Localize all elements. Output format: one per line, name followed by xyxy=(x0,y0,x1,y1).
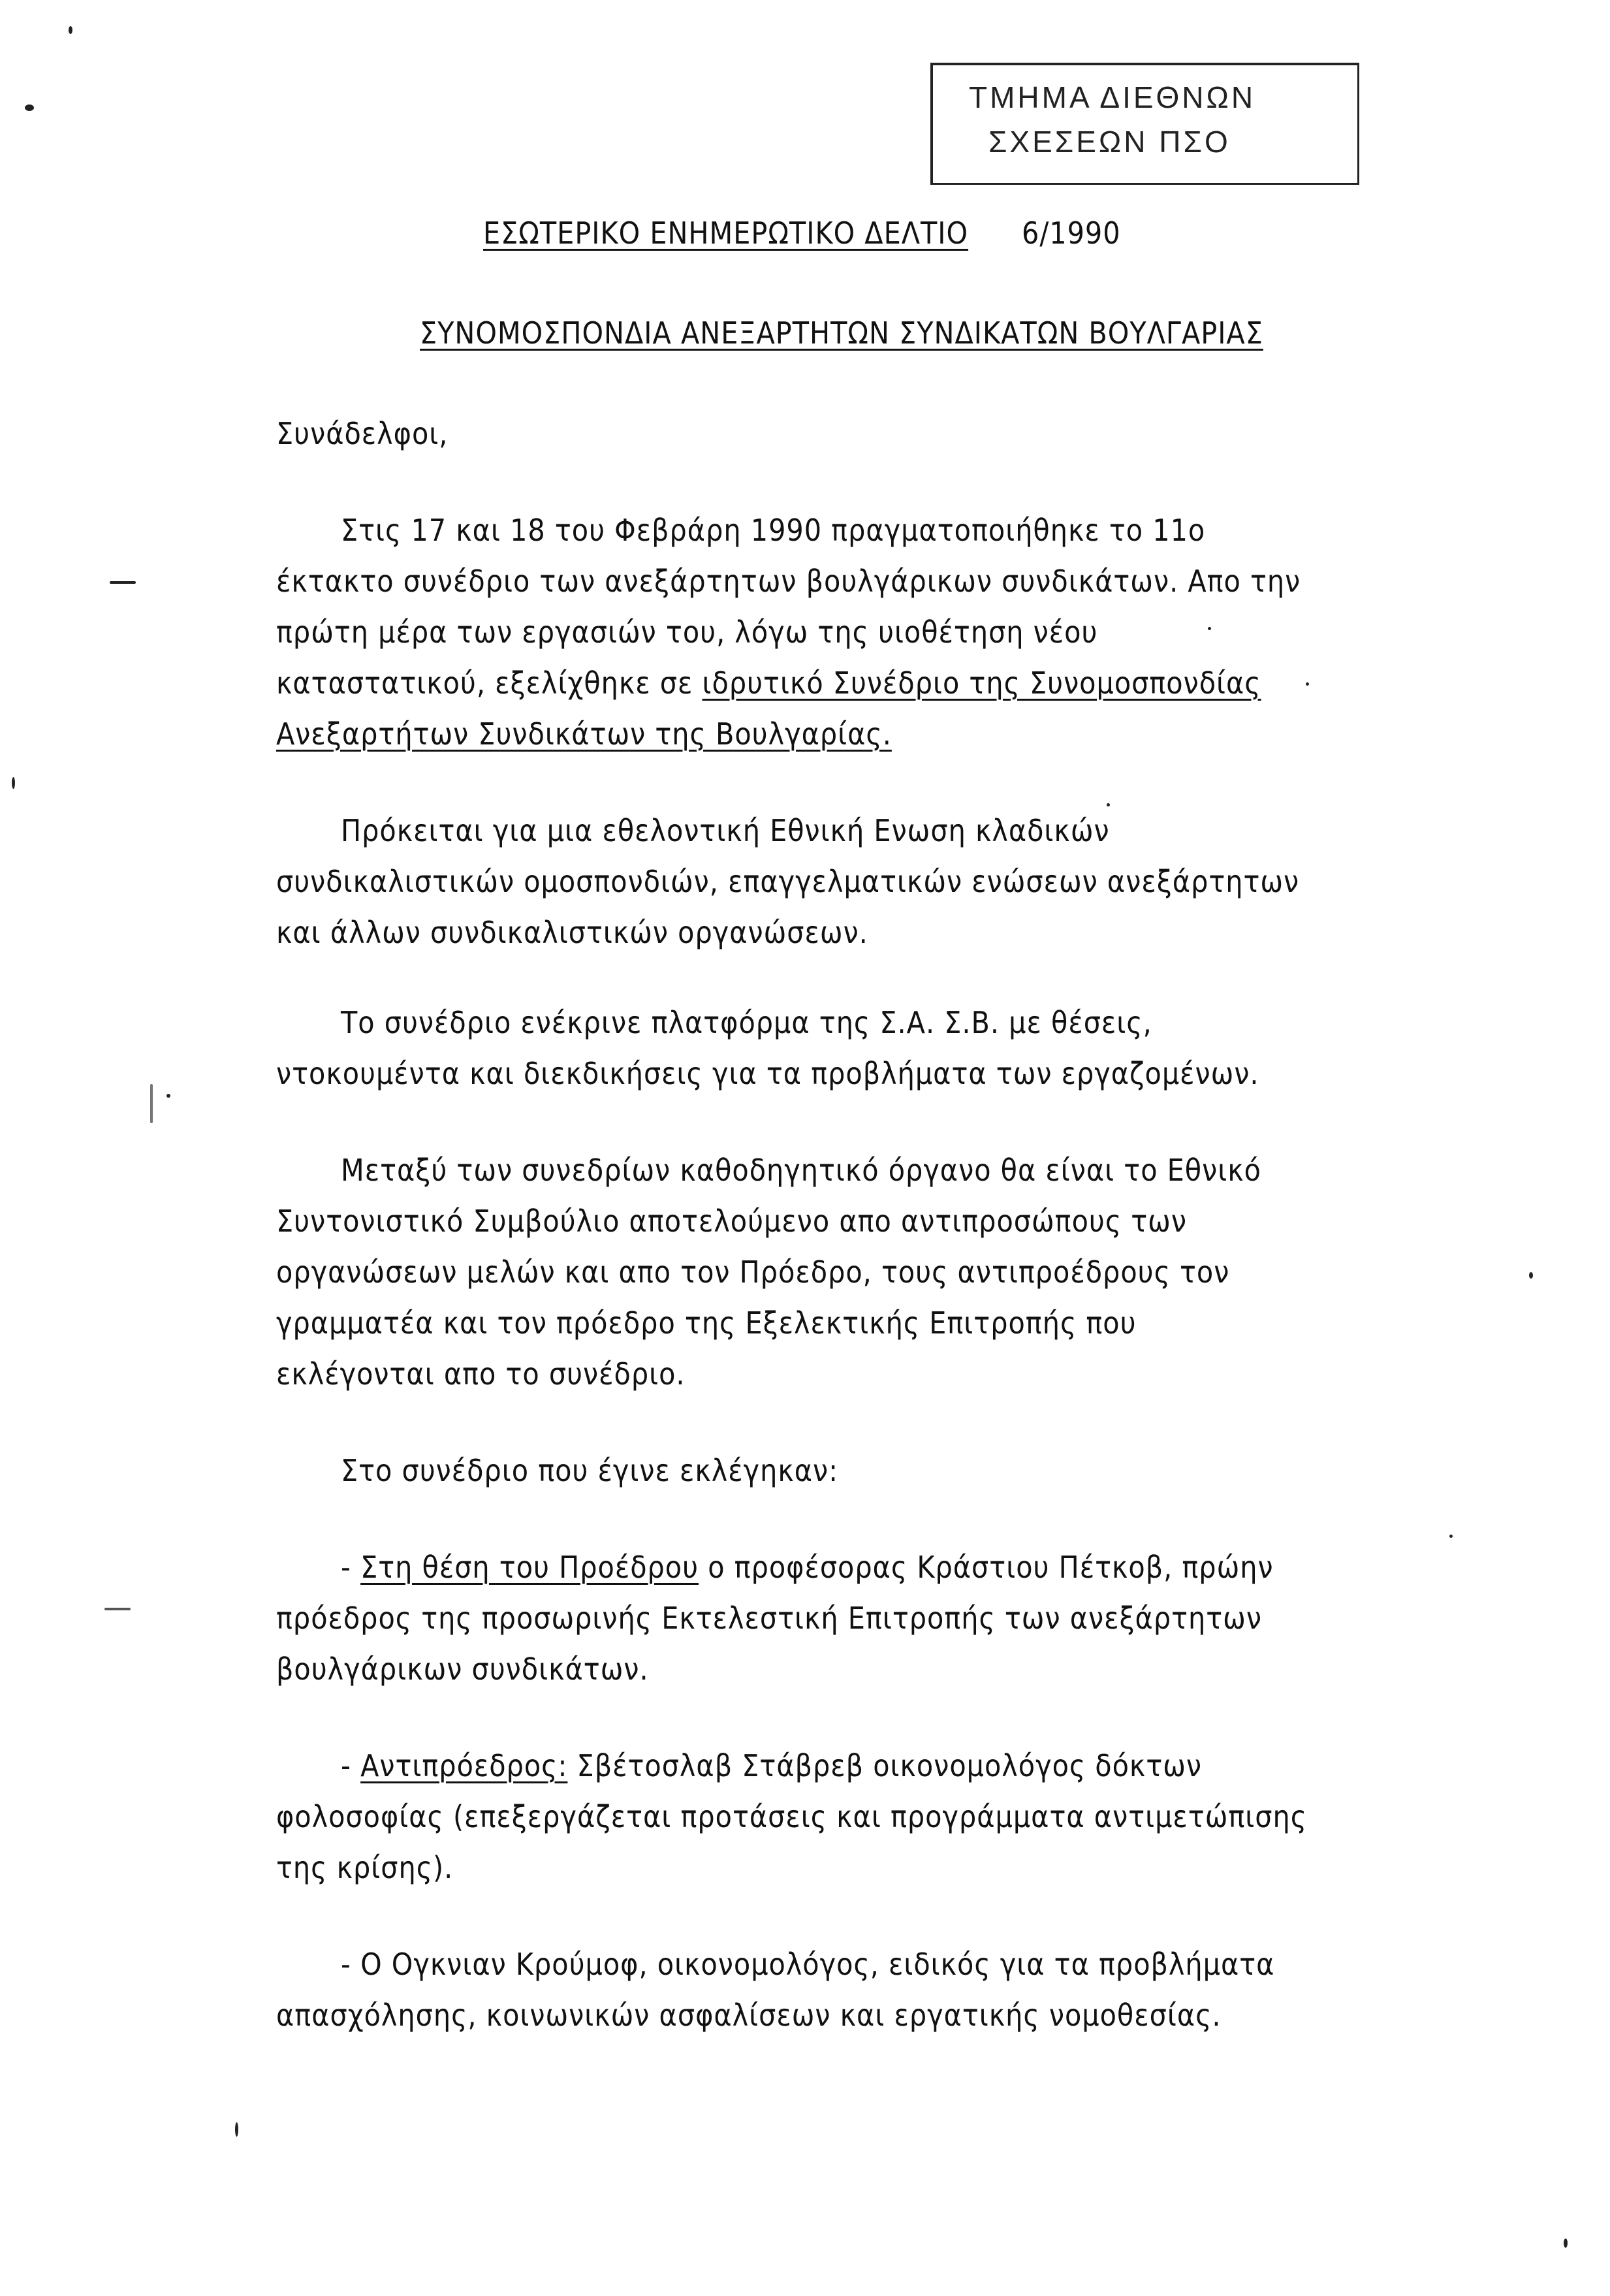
department-stamp xyxy=(930,63,1359,185)
p4-line-4: γραμματέα και τον πρόεδρο της Εξελεκτικής Επιτροπής που xyxy=(276,1305,1137,1341)
p1-line-4-text: καταστατικού, εξελίχθηκε σε xyxy=(276,665,702,701)
item2-line-2: φολοσοφίας (επεξεργάζεται προτάσεις και προγράμματα αντιμετώπισης xyxy=(276,1799,1308,1834)
scan-speck xyxy=(1529,1272,1533,1279)
item3-line-1: - Ο Ογκνιαν Κρούμοφ, οικονομολόγος, ειδικός για τα προβλήματα xyxy=(341,1947,1275,1982)
scan-speck xyxy=(69,26,72,34)
bulletin-issue: 6/1990 xyxy=(1022,215,1121,251)
scan-speck xyxy=(25,104,34,111)
item2-dash: - xyxy=(341,1748,361,1783)
scan-speck xyxy=(12,777,15,789)
p1-line-1: Στις 17 και 18 του Φεβράρη 1990 πραγματοποιήθηκε το 11ο xyxy=(341,513,1206,548)
item1-line-3: βουλγάρικων συνδικάτων. xyxy=(276,1651,649,1687)
p1-line-2: έκτακτο συνέδριο των ανεξάρτητων βουλγάρικων συνδικάτων. Απο την xyxy=(276,564,1301,599)
item1-line-1 xyxy=(341,1550,1274,1585)
p2-line-2: συνδικαλιστικών ομοσπονδιών, επαγγελματικών ενώσεων ανεξάρτητων xyxy=(276,864,1300,899)
salutation: Συνάδελφοι, xyxy=(276,416,449,451)
bulletin-title: ΕΣΩΤΕΡΙΚΟ ΕΝΗΜΕΡΩΤΙΚΟ ΔΕΛΤΙΟ xyxy=(483,215,969,251)
p4-line-5: εκλέγονται απο το συνέδριο. xyxy=(276,1356,686,1392)
scan-speck xyxy=(1208,627,1211,630)
item2-line-3: της κρίσης). xyxy=(276,1850,454,1885)
p1-line-4 xyxy=(276,665,1261,701)
p4-line-3: οργανώσεων μελών και απο τον Πρόεδρο, τους αντιπροέδρους τον xyxy=(276,1254,1230,1290)
bulletin-subtitle: ΣΥΝΟΜΟΣΠΟΝΔΙΑ ΑΝΕΞΑΡΤΗΤΩΝ ΣΥΝΔΙΚΑΤΩΝ ΒΟΥΛΓΑΡΙΑΣ xyxy=(420,315,1263,351)
item1-dash: - xyxy=(341,1550,361,1585)
p3-line-2: ντοκουμέντα και διεκδικήσεις για τα προβλήματα των εργαζομένων. xyxy=(276,1056,1259,1091)
item3-line-2: απασχόλησης, κοινωνικών ασφαλίσεων και εργατικής νομοθεσίας. xyxy=(276,1998,1222,2033)
p2-line-3: και άλλων συνδικαλιστικών οργανώσεων. xyxy=(276,915,868,950)
scan-speck xyxy=(1306,682,1309,686)
p4-line-2: Συντονιστικό Συμβούλιο αποτελούμενο απο αντιπροσώπους των xyxy=(276,1204,1187,1239)
p4-line-1: Μεταξύ των συνεδρίων καθοδηγητικό όργανο θα είναι το Εθνικό xyxy=(341,1153,1261,1188)
item2-line-1-rest: Σβέτοσλαβ Στάβρεβ οικονομολόγος δόκτων xyxy=(567,1748,1203,1783)
scan-speck xyxy=(235,2122,238,2137)
scan-speck xyxy=(1449,1535,1453,1538)
item1-line-1-rest: ο προφέσορας Κράστιου Πέτκοβ, πρώην xyxy=(699,1550,1274,1585)
p1-line-3: πρώτη μέρα των εργασιών του, λόγω της υιοθέτηση νέου xyxy=(276,614,1098,650)
item1-line-2: πρόεδρος της προσωρινής Εκτελεστική Επιτροπής των ανεξάρτητων xyxy=(276,1601,1262,1636)
scan-speck xyxy=(104,1608,131,1610)
p2-line-1: Πρόκειται για μια εθελοντική Εθνική Ενωση κλαδικών xyxy=(341,813,1110,848)
scan-speck xyxy=(150,1084,153,1123)
item2-label: Αντιπρόεδρος: xyxy=(360,1748,568,1783)
stamp-line-2: ΣΧΕΣΕΩΝ ΠΣΟ xyxy=(988,125,1231,159)
scan-speck xyxy=(1564,2239,1568,2248)
scan-speck xyxy=(166,1094,170,1098)
founding-congress-highlight: ιδρυτικό Συνέδριο της Συνομοσπονδίας xyxy=(702,665,1261,701)
item2-line-1 xyxy=(341,1748,1202,1783)
p3-line-1: Το συνέδριο ενέκρινε πλατφόρμα της Σ.Α. Σ.Β. με θέσεις, xyxy=(341,1005,1152,1040)
stamp-line-1: ΤΜΗΜΑ ΔΙΕΘΝΩΝ xyxy=(969,80,1256,114)
item1-label: Στη θέση του Προέδρου xyxy=(360,1550,699,1585)
scan-speck xyxy=(110,581,136,584)
p5-line-1: Στο συνέδριο που έγινε εκλέγηκαν: xyxy=(341,1453,839,1488)
p1-line-5: Ανεξαρτήτων Συνδικάτων της Βουλγαρίας. xyxy=(276,716,892,752)
scan-speck xyxy=(1107,803,1110,806)
